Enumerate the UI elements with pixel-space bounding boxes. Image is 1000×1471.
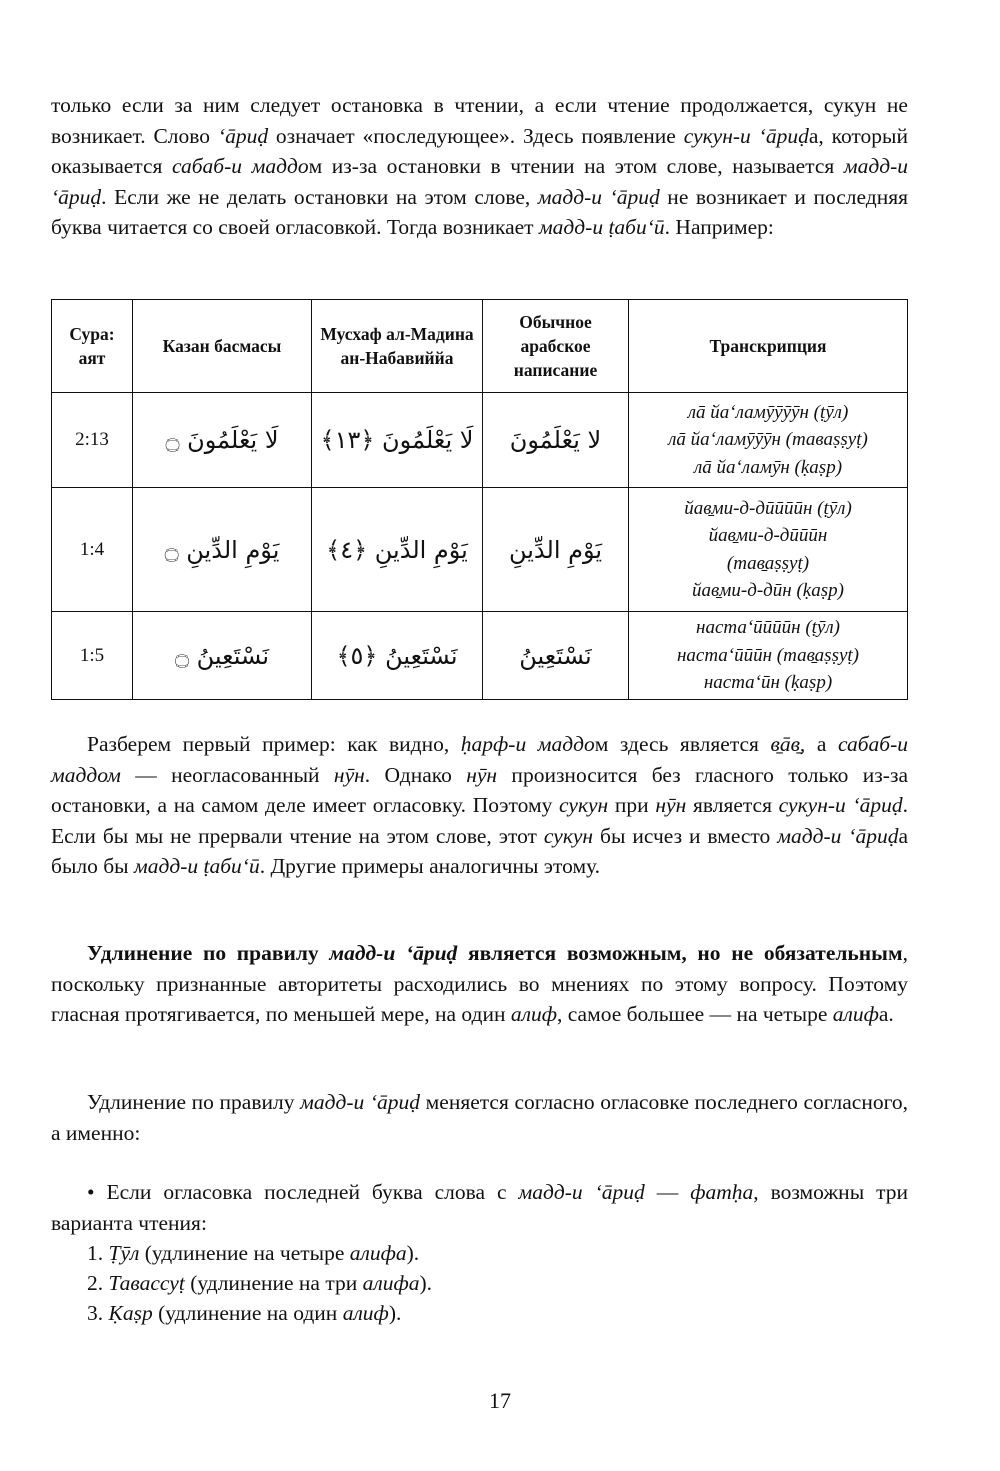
cell-transcription [629,612,908,700]
transcription-line: лā йа‘ламӯн (ḳаṣр) [693,456,843,478]
text-run: ‘āриḍ [217,123,269,148]
text-run: — [644,1180,691,1204]
cell-plain-script: لا يَعْلَمُونَ [483,393,629,488]
cell-kazan-script: نَسْتَعِينُ ۝ [133,612,312,700]
text-run: а, который оказывается [51,123,908,178]
transcription-line: йав̱ми-д-дӣн (ḳаṣр) [692,580,844,601]
text-run: • Если огласовка последней буква слова с [87,1180,519,1204]
text-run: а. [878,1002,894,1026]
transcription-line: (тав̱аṣṣуṭ) [726,552,810,574]
text-run: нӯн [333,762,365,787]
text-run: . Другие примеры аналогичны этому. [259,854,601,878]
text-run: сабаб-и маддо [172,154,309,178]
transcription-line: наста‘ӣӣӣн (тав̱аṣṣуṭ) [676,644,860,666]
header-sura: Сура: аят [52,300,133,393]
text-run: только если за ним следует остановка в чтении, а если чтение продолжается, [51,93,824,117]
text-run: бы исчез и вместо [593,823,778,848]
text-run: сукун [559,793,609,817]
table-header-row [52,300,908,393]
list-item-3 [51,1298,908,1329]
text-run: сукун-и ‘āриḍ [683,123,809,148]
text-run: сукун-и ‘āриḍ [778,793,903,817]
text-run: . Если бы мы не прервали чтение на этом слове, этот [51,793,908,848]
page-number: 17 [489,1388,511,1413]
text-run: меняется согласно огласовке последнего согласного, а именно: [51,1090,908,1145]
analysis-paragraph [51,729,908,882]
text-run: сабаб-и маддом [51,732,908,787]
text-run: сукун [823,93,877,117]
cell-sura-ayah: 1:4 [52,488,133,612]
bullet-paragraph [51,1177,908,1238]
text-run: алиф [832,1002,879,1026]
text-run: мадд-и ‘āриḍ [300,1090,421,1114]
header-kazan: Казан басмасы [133,300,312,393]
text-run: алифа [362,1271,420,1295]
text-run: является [686,793,779,817]
text-run: — неогласованный [120,762,334,787]
text-run: , возможны три варианта чтения: [51,1180,909,1235]
text-run: ḥарф-и маддо [460,732,595,756]
text-run: м из-за остановки в чтении на этом слове, называется [308,154,844,178]
transcription-line: лā йа‘ламӯӯӯӯн (ṭӯл) [687,401,849,423]
cell-sura-ayah: 2:13 [52,393,133,488]
text-run: (удлинение на четыре [139,1241,350,1265]
examples-table [51,299,908,700]
text-run: . Однако [364,762,467,787]
transcription-line: наста‘ӣӣӣӣн (ṭӯл) [696,617,840,639]
text-run: алиф [510,1002,557,1026]
text-run: не возникает и последняя буква читается со своей огласовкой. Тогда возникает [51,184,908,239]
transcription-line: наста‘ӣн (ḳаṣр) [703,672,833,694]
text-run: а было бы [51,823,909,878]
list-item-2 [51,1268,908,1299]
text-run: , а [799,732,838,756]
text-run: мадд-и ‘āриḍ [777,823,899,848]
table-row [52,612,908,700]
list-item-1 [51,1238,908,1269]
cell-kazan-script: لَا يَعْلَمُونَ ۝ [133,393,312,488]
text-run: ). [406,1241,420,1265]
text-run: Удлинение по правилу [87,1090,301,1114]
table-row [52,393,908,488]
text-run: 1. [87,1241,109,1265]
text-run: 3. [87,1301,109,1325]
cell-madina-script: لَا يَعْلَمُونَ ﴿١٣﴾ [312,393,483,488]
text-run: не возникает. Слово [51,93,908,148]
cell-plain-script: يَوْمِ الدِّينِ [483,488,629,612]
text-run: нӯн [655,793,687,817]
text-run: ). [419,1271,433,1295]
text-run: мадд-и ‘āриḍ [537,184,660,209]
text-run: означает «последующее». Здесь появление [268,123,684,148]
text-run: Ṭӯл [108,1241,140,1265]
variation-paragraph [51,1087,908,1148]
text-run: нӯн [466,762,498,787]
text-run: Тавассуṭ [108,1271,185,1295]
text-run: сукун [543,823,594,848]
text-run: ). [388,1301,402,1325]
text-run: Ḳаṣр [108,1301,153,1325]
text-run: является возможным, но не обязательным [457,941,903,965]
text-run: (удлинение на один [152,1301,343,1325]
text-run: , поскольку признанные авторитеты расходились во мнениях по этому вопросу. Поэтому гласная протягивается, по меньшей мере, на один [51,941,908,1026]
rule-paragraph [51,938,908,1030]
text-run: мадд-и ‘āриḍ [518,1180,645,1204]
cell-plain-script: نَسْتَعِينُ [483,612,629,700]
text-run: мадд-и ṭаби‘ӣ [538,215,665,239]
cell-madina-script: نَسْتَعِينُ ﴿٥﴾ [312,612,483,700]
text-run: . Если же не делать остановки на этом слове, [101,184,538,209]
text-run: алиф [342,1301,389,1325]
cell-transcription [629,488,908,612]
text-run: мадд-и ‘āриḍ [329,941,458,965]
cell-sura-ayah: 1:5 [52,612,133,700]
header-plain: Обычное арабское написание [483,300,629,393]
text-run: 2. [87,1271,109,1295]
text-run: в̱āв̱ [770,732,800,756]
table-row [52,488,908,612]
transcription-line: йав̱ми-д-дӣӣӣн [708,525,828,546]
text-run: Разберем первый пример: как видно, [87,732,461,756]
text-run: мадд-и ṭаби‘ӣ [134,854,260,878]
header-transcription: Транскрипция [629,300,908,393]
text-run: при [608,793,656,817]
transcription-line: йав̱ми-д-дӣӣӣӣн (ṭӯл) [684,497,852,519]
text-run: , самое большее — на четыре [556,1002,833,1026]
text-run: мадд-и ‘āриḍ [51,154,908,209]
text-run: Удлинение по правилу [87,941,330,965]
text-run: фатḥа [690,1180,754,1204]
cell-kazan-script: يَوْمِ الدِّينِ ۝ [133,488,312,612]
text-run: . Например: [664,215,774,239]
text-run: алифа [349,1241,407,1265]
intro-paragraph [51,90,908,243]
cell-madina-script: يَوْمِ الدِّينِ ﴿٤﴾ [312,488,483,612]
text-run: (удлинение на три [184,1271,363,1295]
header-madina: Мусхаф ал-Мадина ан-Набавиййа [312,300,483,393]
text-run: м здесь является [594,732,771,756]
transcription-line: лā йа‘ламӯӯӯн (таваṣṣуṭ) [668,429,868,451]
text-run: произносится без гласного только из-за остановки, а на самом деле имеет огласовку. Поэтому [51,762,908,817]
cell-transcription [629,393,908,488]
